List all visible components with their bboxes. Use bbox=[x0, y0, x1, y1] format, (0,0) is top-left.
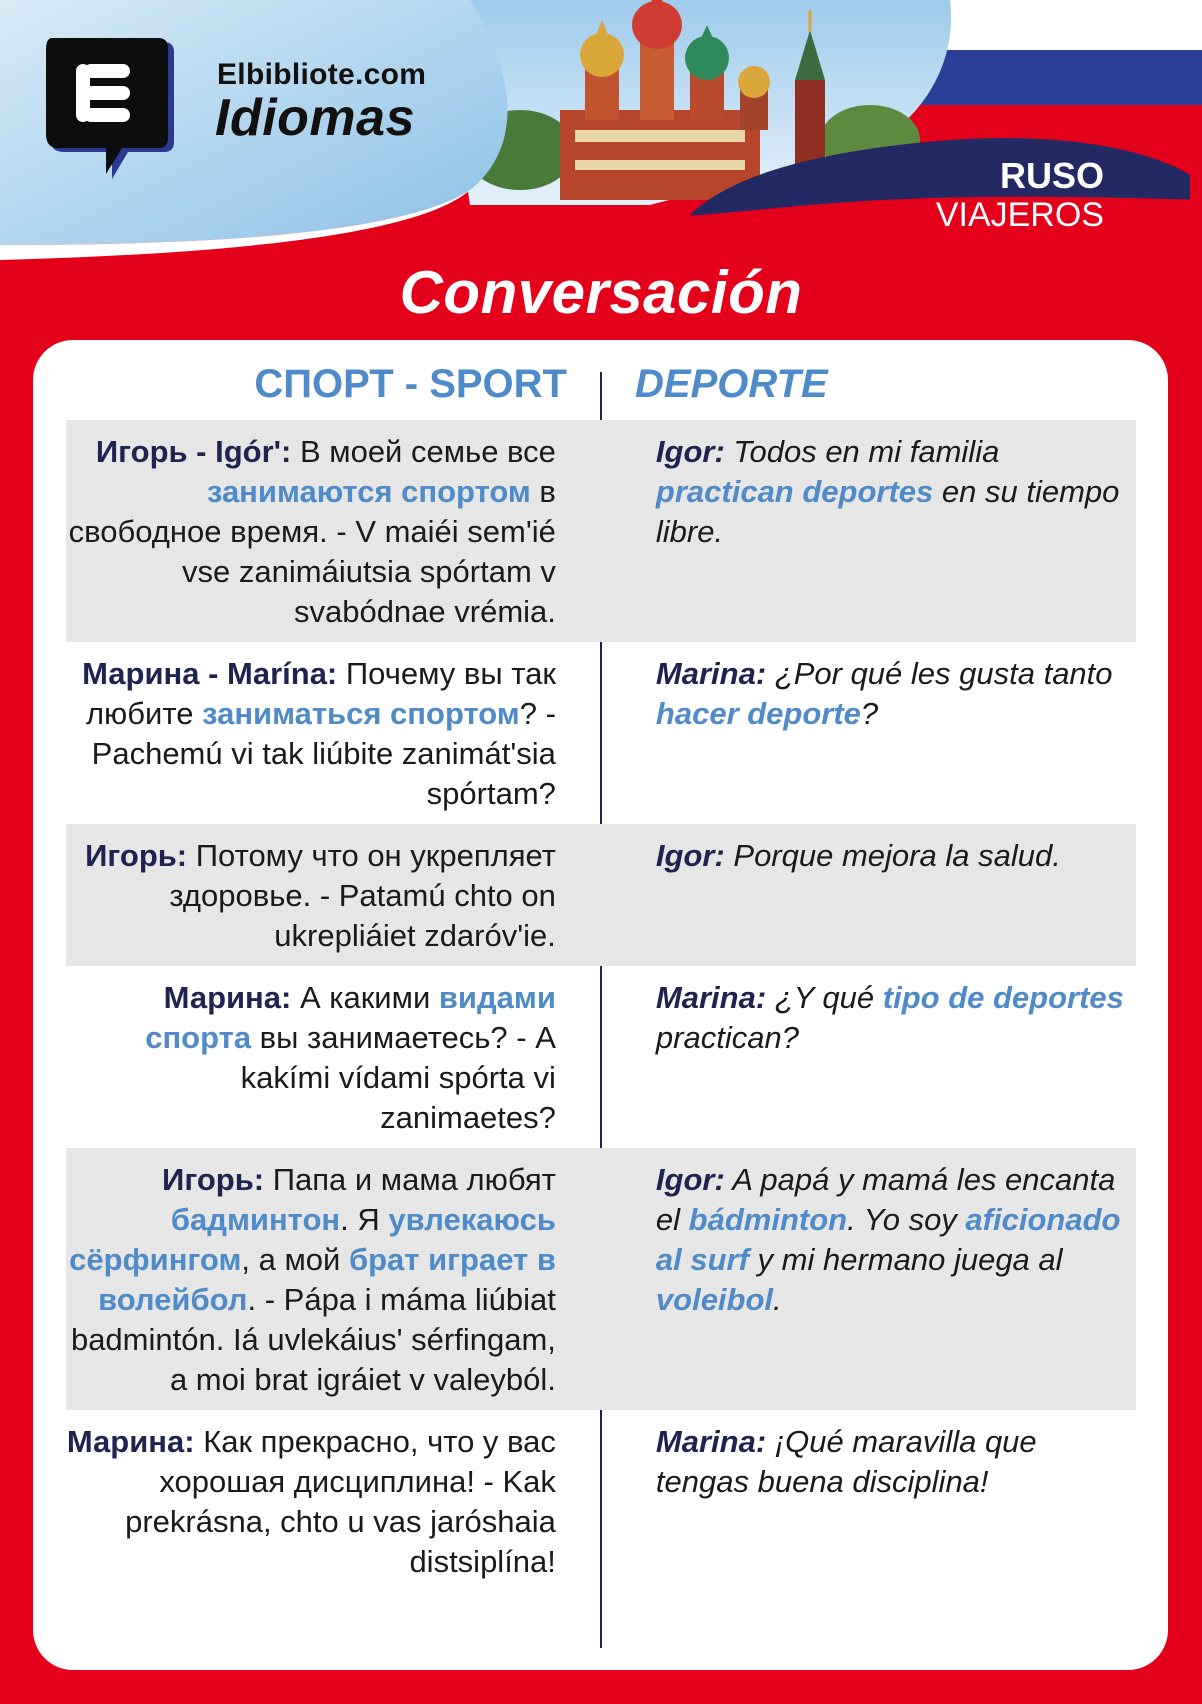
line-text: A papá y mamá les encanta el bbox=[655, 1162, 1116, 1237]
speaker-name: Igor: bbox=[655, 1162, 725, 1197]
keyword: занимаются спортом bbox=[206, 474, 531, 509]
speaker-name: Игорь: bbox=[85, 838, 188, 873]
speaker-name: Игорь: bbox=[162, 1162, 265, 1197]
line-text: ¿Y qué bbox=[766, 980, 883, 1015]
line-text: А какими bbox=[291, 980, 439, 1015]
line-text: Папа и мама любят bbox=[264, 1162, 556, 1197]
line-text: ¡Qué maravilla que tengas buena disciplina! bbox=[655, 1424, 1037, 1499]
speaker-name: Игорь - Igór': bbox=[95, 434, 292, 469]
line-text: в свободное время. - V maiéi sem'ié vse zanimáiutsia spórtam v svabódnae vrémia. bbox=[68, 474, 556, 629]
brand-name: Idiomas bbox=[215, 89, 415, 147]
russian-line bbox=[66, 642, 588, 824]
keyword: practican deportes bbox=[655, 474, 934, 509]
section-title: Conversación bbox=[399, 259, 803, 326]
column-header-spanish: DEPORTE bbox=[635, 362, 828, 406]
dialogue-row bbox=[66, 966, 1136, 1148]
speaker-name: Marina: bbox=[655, 656, 767, 691]
speaker-name: Marina: bbox=[655, 980, 767, 1015]
spanish-line bbox=[588, 1148, 1136, 1410]
line-text: . Я bbox=[340, 1202, 389, 1237]
line-text: . - Pápa i máma liúbiat badmintón. Iá uvlekáius' sérfingam, a moi brat igráiet v valeyból. bbox=[70, 1282, 556, 1397]
keyword: bádminton bbox=[688, 1202, 848, 1237]
line-text: В моей семье все bbox=[291, 434, 556, 469]
conversation-rows bbox=[66, 420, 1136, 1592]
line-text: Todos en mi familia bbox=[724, 434, 1000, 469]
line-text: , а мой bbox=[241, 1242, 349, 1277]
russian-line bbox=[66, 1148, 588, 1410]
language-label: RUSO bbox=[999, 155, 1104, 196]
line-text: y mi hermano juega al bbox=[748, 1242, 1063, 1277]
keyword: увлекаюсь сёрфингом bbox=[69, 1202, 556, 1277]
speaker-name: Marina: bbox=[655, 1424, 767, 1459]
level-label: VIAJEROS bbox=[935, 196, 1104, 234]
keyword: видами спорта bbox=[145, 980, 556, 1055]
speaker-name: Igor: bbox=[655, 838, 725, 873]
speaker-name: Igor: bbox=[655, 434, 725, 469]
keyword: aficionado al surf bbox=[655, 1202, 1121, 1277]
spanish-line bbox=[588, 966, 1136, 1148]
line-text: вы занимаетесь? - A kakími vídami spórta vi zanimaetes? bbox=[240, 1020, 556, 1135]
dialogue-row bbox=[66, 1410, 1136, 1592]
keyword: заниматься спортом bbox=[202, 696, 520, 731]
line-text: . Yo soy bbox=[847, 1202, 966, 1237]
line-text: ¿Por qué les gusta tanto bbox=[766, 656, 1113, 691]
russian-line bbox=[66, 824, 588, 966]
brand-site: Elbibliote.com bbox=[217, 58, 427, 91]
line-text: ? - Pachemú vi tak liúbite zanimát'sia spórtam? bbox=[91, 696, 556, 811]
dialogue-row bbox=[66, 824, 1136, 966]
line-text: . bbox=[773, 1282, 782, 1317]
speaker-name: Марина: bbox=[66, 1424, 195, 1459]
dialogue-row bbox=[66, 420, 1136, 642]
russian-line bbox=[66, 420, 588, 642]
keyword: voleibol bbox=[655, 1282, 774, 1317]
spanish-line bbox=[588, 642, 1136, 824]
line-text: Потому что он укрепляет здоровье. - Patamú chto on ukrepliáiet zdaróv'ie. bbox=[169, 838, 556, 953]
spanish-line bbox=[588, 824, 1136, 966]
spanish-line bbox=[588, 1410, 1136, 1592]
keyword: бадминтон bbox=[170, 1202, 341, 1237]
chat-bubble-logo-icon bbox=[46, 34, 176, 184]
russian-line bbox=[66, 1410, 588, 1592]
keyword: tipo de deportes bbox=[882, 980, 1124, 1015]
line-text: ? bbox=[860, 696, 879, 731]
speaker-name: Марина - Marína: bbox=[82, 656, 338, 691]
speaker-name: Марина: bbox=[163, 980, 292, 1015]
russian-line bbox=[66, 966, 588, 1148]
line-text: practican? bbox=[655, 1020, 799, 1055]
line-text: Как прекрасно, что у вас хорошая дисциплина! - Kak prekrásna, chto u vas jaróshaia distsiplína! bbox=[125, 1424, 556, 1579]
dialogue-row bbox=[66, 1148, 1136, 1410]
column-header-russian: СПОРТ - SPORT bbox=[254, 362, 567, 406]
spanish-line bbox=[588, 420, 1136, 642]
keyword: hacer deporte bbox=[655, 696, 861, 731]
line-text: en su tiempo libre. bbox=[655, 474, 1120, 549]
header bbox=[0, 0, 1202, 270]
line-text: Почему вы так любите bbox=[85, 656, 556, 731]
line-text: Porque mejora la salud. bbox=[724, 838, 1061, 873]
keyword: брат играет в волейбол bbox=[98, 1242, 556, 1317]
dialogue-row bbox=[66, 642, 1136, 824]
